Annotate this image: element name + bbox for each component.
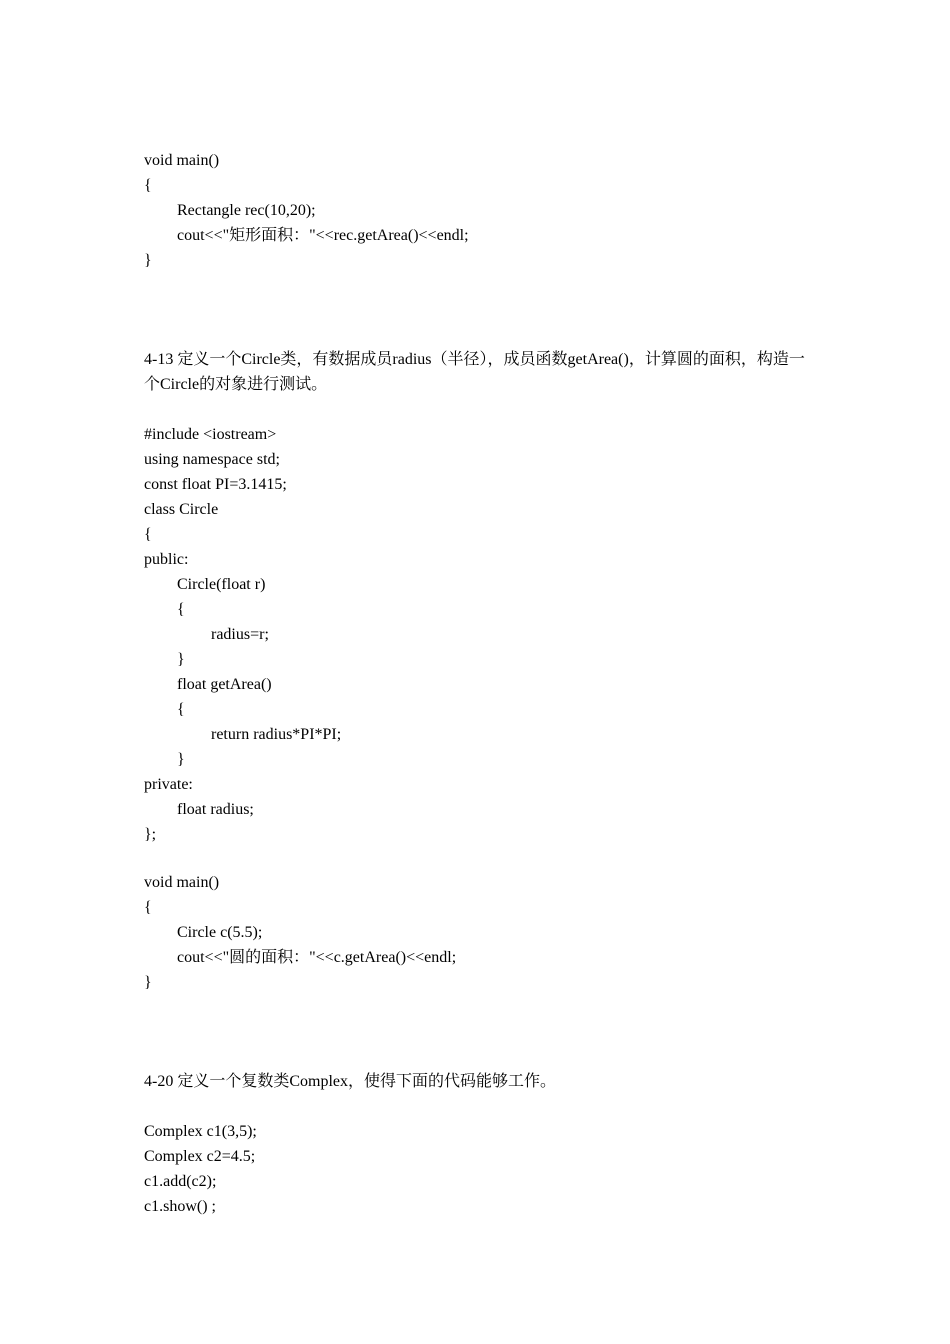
question-4-20: 4-20 定义一个复数类Complex，使得下面的代码能够工作。: [144, 1073, 556, 1090]
code-line: void main(): [144, 152, 220, 169]
code-line: radius=r;: [211, 626, 269, 643]
circle-class-code: [144, 422, 814, 847]
code-line: float getArea(): [177, 676, 272, 693]
code-line: Complex c1(3,5);: [144, 1123, 257, 1140]
code-line: }: [144, 974, 152, 991]
code-line: return radius*PI*PI;: [211, 726, 342, 743]
code-line: class Circle: [144, 501, 219, 518]
code-line: c1.show() ;: [144, 1198, 216, 1215]
code-line: using namespace std;: [144, 451, 280, 468]
code-line: #include <iostream>: [144, 426, 277, 443]
code-line: Circle c(5.5);: [177, 924, 263, 941]
code-line: {: [144, 899, 152, 916]
code-line: {: [144, 177, 152, 194]
code-line: }: [177, 651, 185, 668]
code-line: const float PI=3.1415;: [144, 476, 287, 493]
code-line: {: [177, 601, 185, 618]
circle-main-code: [144, 870, 814, 995]
code-line: Complex c2=4.5;: [144, 1148, 256, 1165]
question-4-13: 4-13 定义一个Circle类，有数据成员radius（半径），成员函数getArea()，计算圆的面积，构造一个Circle的对象进行测试。: [144, 351, 805, 393]
code-line: private:: [144, 776, 193, 793]
code-line: {: [144, 526, 152, 543]
code-line: Rectangle rec(10,20);: [177, 202, 316, 219]
code-line: cout<<"圆的面积："<<c.getArea()<<endl;: [177, 949, 457, 966]
rectangle-main-code: [144, 148, 814, 273]
code-line: }: [144, 252, 152, 269]
code-line: public:: [144, 551, 189, 568]
code-line: void main(): [144, 874, 220, 891]
code-line: c1.add(c2);: [144, 1173, 217, 1190]
code-line: cout<<"矩形面积："<<rec.getArea()<<endl;: [177, 227, 469, 244]
complex-usage-code: [144, 1119, 814, 1219]
code-line: }: [177, 751, 185, 768]
code-line: float radius;: [177, 801, 254, 818]
code-line: };: [144, 826, 157, 843]
code-line: {: [177, 701, 185, 718]
code-line: Circle(float r): [177, 576, 266, 593]
